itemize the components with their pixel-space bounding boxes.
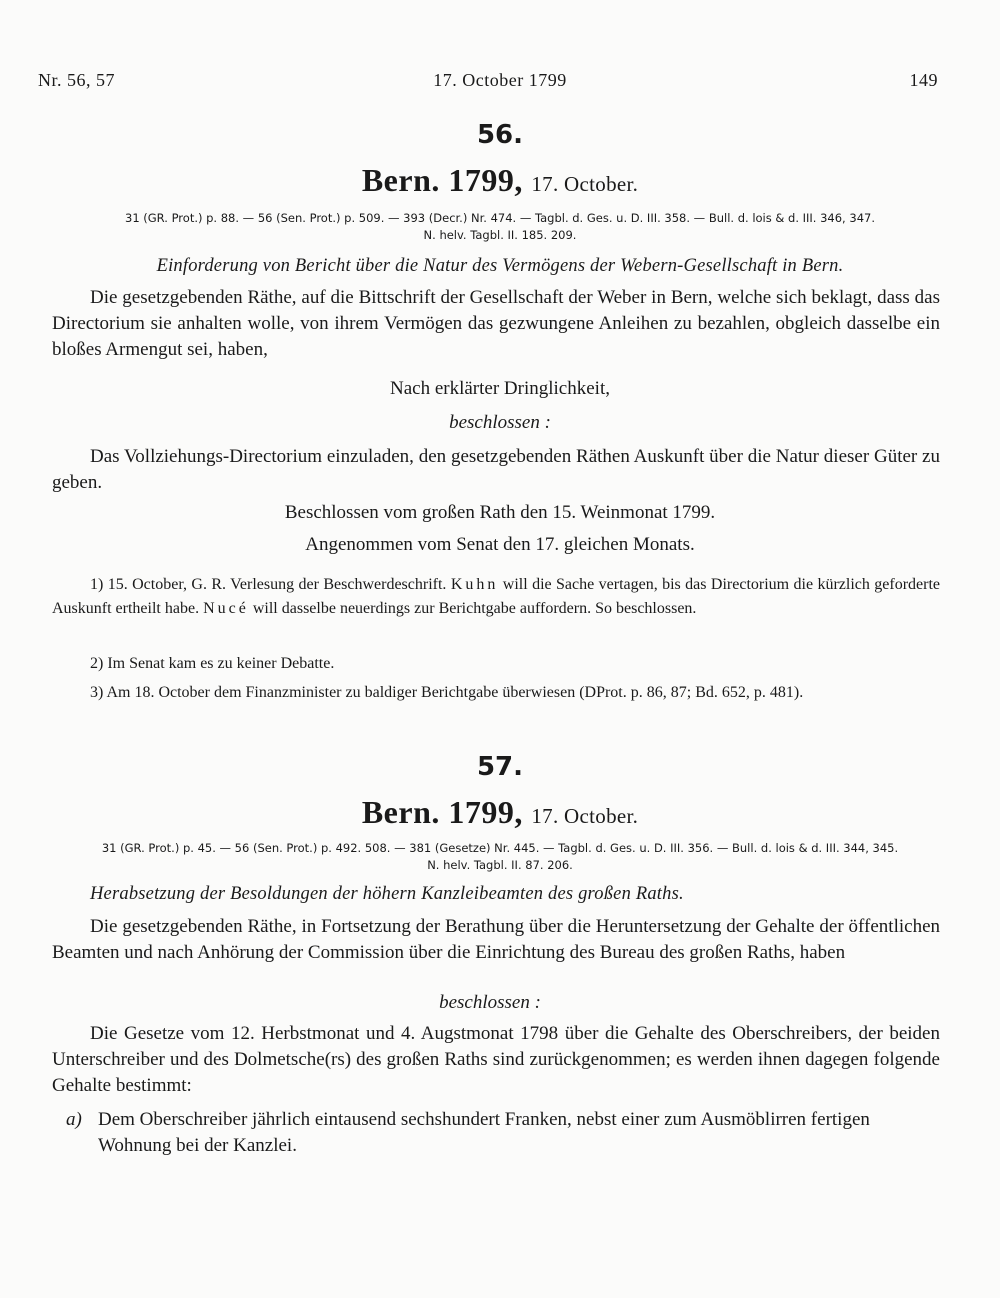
- doc56-refs-line1: 31 (GR. Prot.) p. 88. — 56 (Sen. Prot.) p. 509. — 393 (Decr.) Nr. 474. — Tagbl. d. Ges. u. D. III. 358. — Bull. d. lois & d. III. 346, 347.: [125, 211, 875, 225]
- header-date: 17. October 1799: [433, 70, 567, 90]
- doc57-item-a-text: Dem Oberschreiber jährlich eintausend sechshundert Franken, nebst einer zum Ausmöblirren fertigen Wohnung bei der Kanzlei.: [98, 1109, 870, 1156]
- doc57-heading: Herabsetzung der Besoldungen der höhern Kanzleibeamten des großen Raths.: [90, 884, 684, 904]
- doc56-note-1-nuce: Nucé: [203, 600, 249, 617]
- doc56-note-2: 2) Im Senat kam es zu keiner Debatte.: [90, 655, 335, 672]
- doc56-dringlichkeit: Nach erklärter Dringlichkeit,: [390, 378, 610, 399]
- doc57-refs-line2: N. helv. Tagbl. II. 87. 206.: [427, 858, 573, 872]
- doc57-date: 17. October.: [531, 804, 639, 828]
- doc56-note-3: 3) Am 18. October dem Finanzminister zu baldiger Berichtgabe überwiesen (DProt. p. 86, 87; Bd. 652, p. 481).: [90, 684, 804, 701]
- doc56-closing-senat: Angenommen vom Senat den 17. gleichen Monats.: [305, 534, 695, 555]
- doc56-note-1-part-c: will dasselbe neuerdings zur Berichtgabe auffordern. So beschlossen.: [252, 600, 697, 617]
- doc56-note-1-part-b: will die Sache vertagen, bis das Directorium die kürzlich geforderte Auskunft ertheilt habe.: [52, 576, 940, 617]
- doc57-place-date: [0, 794, 1000, 831]
- doc56-beschlossen: beschlossen :: [449, 412, 551, 433]
- doc57-item-a-label: a): [66, 1109, 82, 1130]
- doc57-paragraph-1: Die gesetzgebenden Räthe, in Fortsetzung der Berathung über die Heruntersetzung der Gehalte der öffentlichen Beamten und nach Anhörung der Commission über die Einrichtung des Bureau des großen Raths, haben: [52, 916, 940, 963]
- doc56-note-1-kuhn: Kuhn: [450, 576, 499, 593]
- doc56-place-date: [0, 162, 1000, 199]
- doc56-paragraph-2: Das Vollziehungs-Directorium einzuladen, den gesetzgebenden Räthen Auskunft über die Natur dieser Güter zu geben.: [52, 446, 940, 493]
- doc56-note-1: [52, 573, 940, 621]
- doc57-beschlossen: beschlossen :: [439, 992, 541, 1013]
- doc57-references: [0, 840, 1000, 874]
- doc56-paragraph-1: Die gesetzgebenden Räthe, auf die Bittschrift der Gesellschaft der Weber in Bern, welche sich beklagt, dass das Directorium sie anhalten wolle, von ihrem Vermögen das gezwungene Anleihen zu bezahlen, obgleich dasselbe ein bloßes Armengut sei, haben,: [52, 287, 940, 360]
- doc57-paragraph-2: Die Gesetze vom 12. Herbstmonat und 4. Augstmonat 1798 über die Gehalte des Oberschreibers, der beiden Unterschreiber und des Dolmetsche(rs) des großen Raths sind zurückgenommen; es werden ihnen dagegen folgende Gehalte bestimmt:: [52, 1023, 940, 1096]
- doc56-number: 56.: [476, 120, 524, 150]
- doc57-refs-line1: 31 (GR. Prot.) p. 45. — 56 (Sen. Prot.) p. 492. 508. — 381 (Gesetze) Nr. 445. — Tagbl. d. Ges. u. D. III. 356. — Bull. d. lois & d. III. 344, 345.: [101, 841, 899, 855]
- header-issue-numbers: Nr. 56, 57: [38, 70, 115, 90]
- doc56-closing-grossrat: Beschlossen vom großen Rath den 15. Weinmonat 1799.: [284, 502, 716, 523]
- doc56-references: [0, 210, 1000, 244]
- doc57-number: 57.: [476, 752, 524, 782]
- doc57-item-a: [52, 1107, 940, 1159]
- doc57-place: Bern. 1799,: [361, 794, 523, 830]
- doc56-heading: Einforderung von Bericht über die Natur des Vermögens der Webern-Gesellschaft in Bern.: [156, 256, 844, 276]
- doc56-date: 17. October.: [531, 172, 639, 196]
- doc56-note-1-part-a: 1) 15. October, G. R. Verlesung der Beschwerdeschrift.: [90, 576, 447, 593]
- doc56-refs-line2: N. helv. Tagbl. II. 185. 209.: [423, 228, 577, 242]
- doc56-place: Bern. 1799,: [361, 162, 523, 198]
- page-number: 149: [909, 70, 938, 90]
